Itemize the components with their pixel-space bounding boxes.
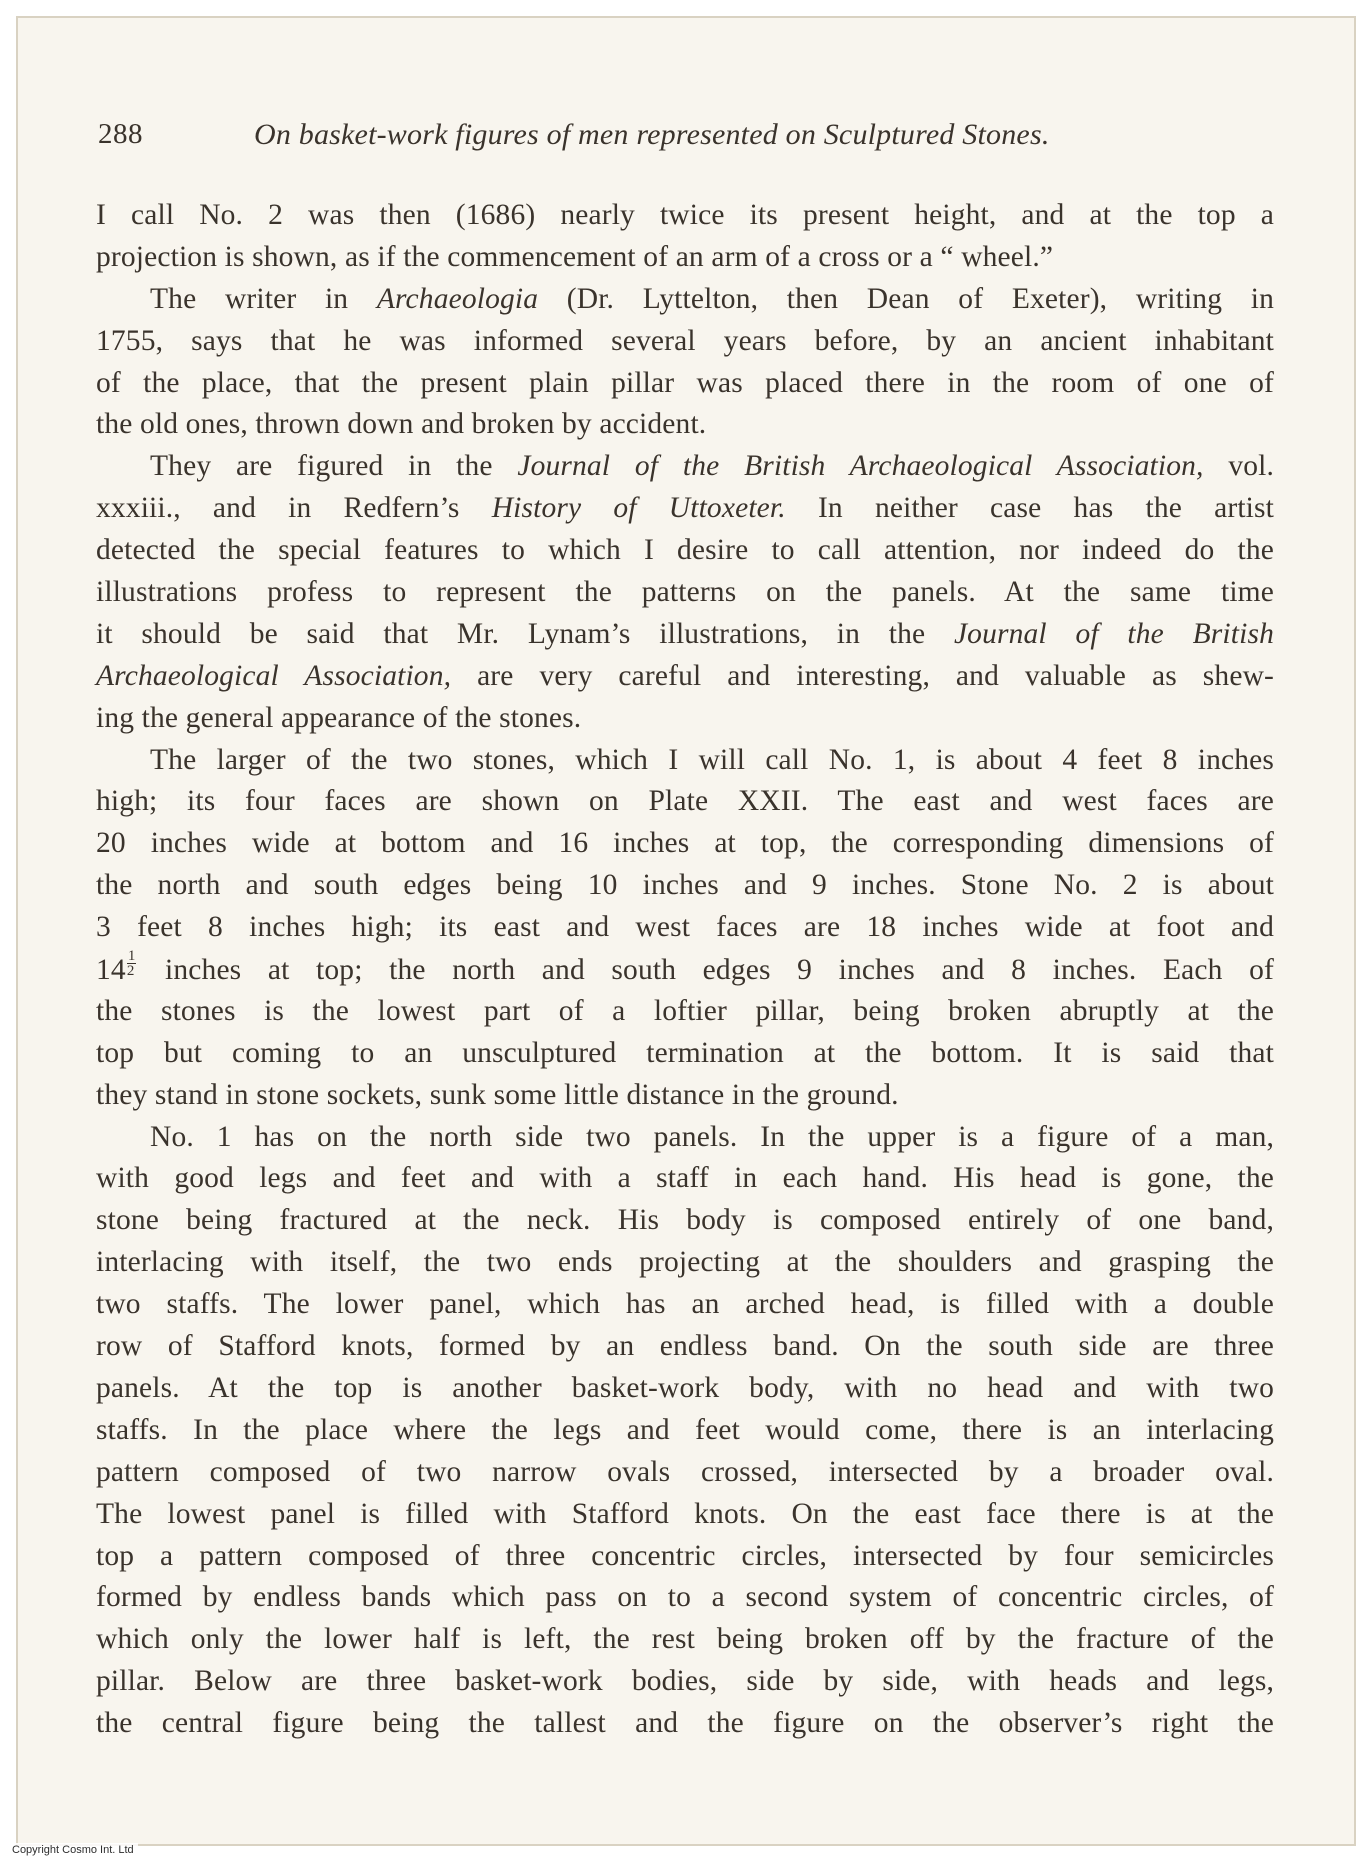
italic-title: Archaeological Association, (96, 659, 452, 692)
italic-title: Archaeologia (376, 282, 539, 315)
text-line: which only the lower half is left, the rest being broken off by the fracture of the (96, 1623, 1274, 1656)
text-line: They are figured in the Journal of the British Archaeological Association, vol. (150, 450, 1274, 483)
text-line: of the place, that the present plain pillar was placed there in the room of one of (96, 366, 1274, 399)
text-line: 1755, says that he was informed several years before, by an ancient inhabitant (96, 324, 1274, 357)
copyright-watermark: Copyright Cosmo Int. Ltd (8, 1843, 138, 1857)
text-line: 20 inches wide at bottom and 16 inches at top, the corresponding dimensions of (96, 827, 1274, 860)
text-line: stone being fractured at the neck. His body is composed entirely of one band, (96, 1204, 1274, 1237)
text-line: detected the special features to which I desire to call attention, nor indeed do the (96, 534, 1274, 567)
text-line: illustrations profess to represent the patterns on the panels. At the same time (96, 576, 1274, 609)
text-line: The writer in Archaeologia (Dr. Lyttelton, then Dean of Exeter), writing in (150, 282, 1274, 315)
text-line: interlacing with itself, the two ends projecting at the shoulders and grasping the (96, 1246, 1274, 1279)
text-line: top a pattern composed of three concentric circles, intersected by four semicircles (96, 1539, 1274, 1572)
text-line: Archaeological Association, are very careful and interesting, and valuable as shew- (96, 659, 1274, 692)
text-line: formed by endless bands which pass on to a second system of concentric circles, of (96, 1581, 1274, 1614)
text-line: The larger of the two stones, which I will call No. 1, is about 4 feet 8 inches (150, 743, 1274, 776)
paragraph (96, 740, 1274, 1117)
text-line: pillar. Below are three basket-work bodies, side by side, with heads and legs, (96, 1665, 1274, 1698)
text-line: xxxiii., and in Redfern’s History of Uttoxeter. In neither case has the artist (96, 492, 1274, 525)
text-line: No. 1 has on the north side two panels. In the upper is a figure of a man, (150, 1120, 1274, 1153)
text-line: pattern composed of two narrow ovals crossed, intersected by a broader oval. (96, 1455, 1274, 1488)
text-line: I call No. 2 was then (1686) nearly twice its present height, and at the top a (96, 199, 1274, 231)
paragraph (96, 446, 1274, 739)
text-line: 3 feet 8 inches high; its east and west faces are 18 inches wide at foot and (96, 911, 1274, 944)
italic-title: Journal of the British (953, 617, 1275, 650)
italic-title: History of Uttoxeter. (491, 492, 786, 525)
text-line: 14 $\frac{1}{2}$ inches at top; the north and south edges 9 inches and 8 inches. Each of (96, 948, 1274, 987)
running-title: On basket-work figures of men represented on Sculptured Stones. (254, 118, 1050, 151)
text-line: ing the general appearance of the stones. (96, 701, 582, 734)
paragraph (96, 1117, 1274, 1745)
text-line: projection is shown, as if the commencement of an arm of a cross or a “ wheel.” (96, 240, 1054, 273)
text-line: they stand in stone sockets, sunk some little distance in the ground. (96, 1078, 899, 1111)
text-line: staffs. In the place where the legs and feet would come, there is an interlacing (96, 1413, 1274, 1446)
italic-title: Journal of the British Archaeological Association, (517, 450, 1204, 483)
paragraph (96, 279, 1274, 447)
text-line: row of Stafford knots, formed by an endless band. On the south side are three (96, 1330, 1274, 1363)
text-line: two staffs. The lower panel, which has an arched head, is filled with a double (96, 1288, 1274, 1321)
text-line: panels. At the top is another basket-work body, with no head and with two (96, 1371, 1274, 1404)
body-text (96, 195, 1274, 1745)
paragraph (96, 195, 1274, 279)
text-line: the north and south edges being 10 inches and 9 inches. Stone No. 2 is about (96, 869, 1274, 902)
fraction: $\frac{1}{2}$ (126, 948, 136, 980)
text-line: it should be said that Mr. Lynam’s illustrations, in the Journal of the British (96, 617, 1275, 650)
page-header (0, 118, 1372, 158)
text-line: high; its four faces are shown on Plate XXII. The east and west faces are (96, 785, 1274, 818)
text-line: with good legs and feet and with a staff in each hand. His head is gone, the (96, 1162, 1274, 1195)
text-line: The lowest panel is filled with Stafford knots. On the east face there is at the (96, 1497, 1274, 1530)
text-line: top but coming to an unsculptured termination at the bottom. It is said that (96, 1036, 1274, 1069)
page-number: 288 (98, 118, 143, 150)
text-line: the old ones, thrown down and broken by accident. (96, 408, 707, 441)
text-line: the central figure being the tallest and the figure on the observer’s right the (96, 1707, 1274, 1740)
text-line: the stones is the lowest part of a loftier pillar, being broken abruptly at the (96, 994, 1274, 1027)
